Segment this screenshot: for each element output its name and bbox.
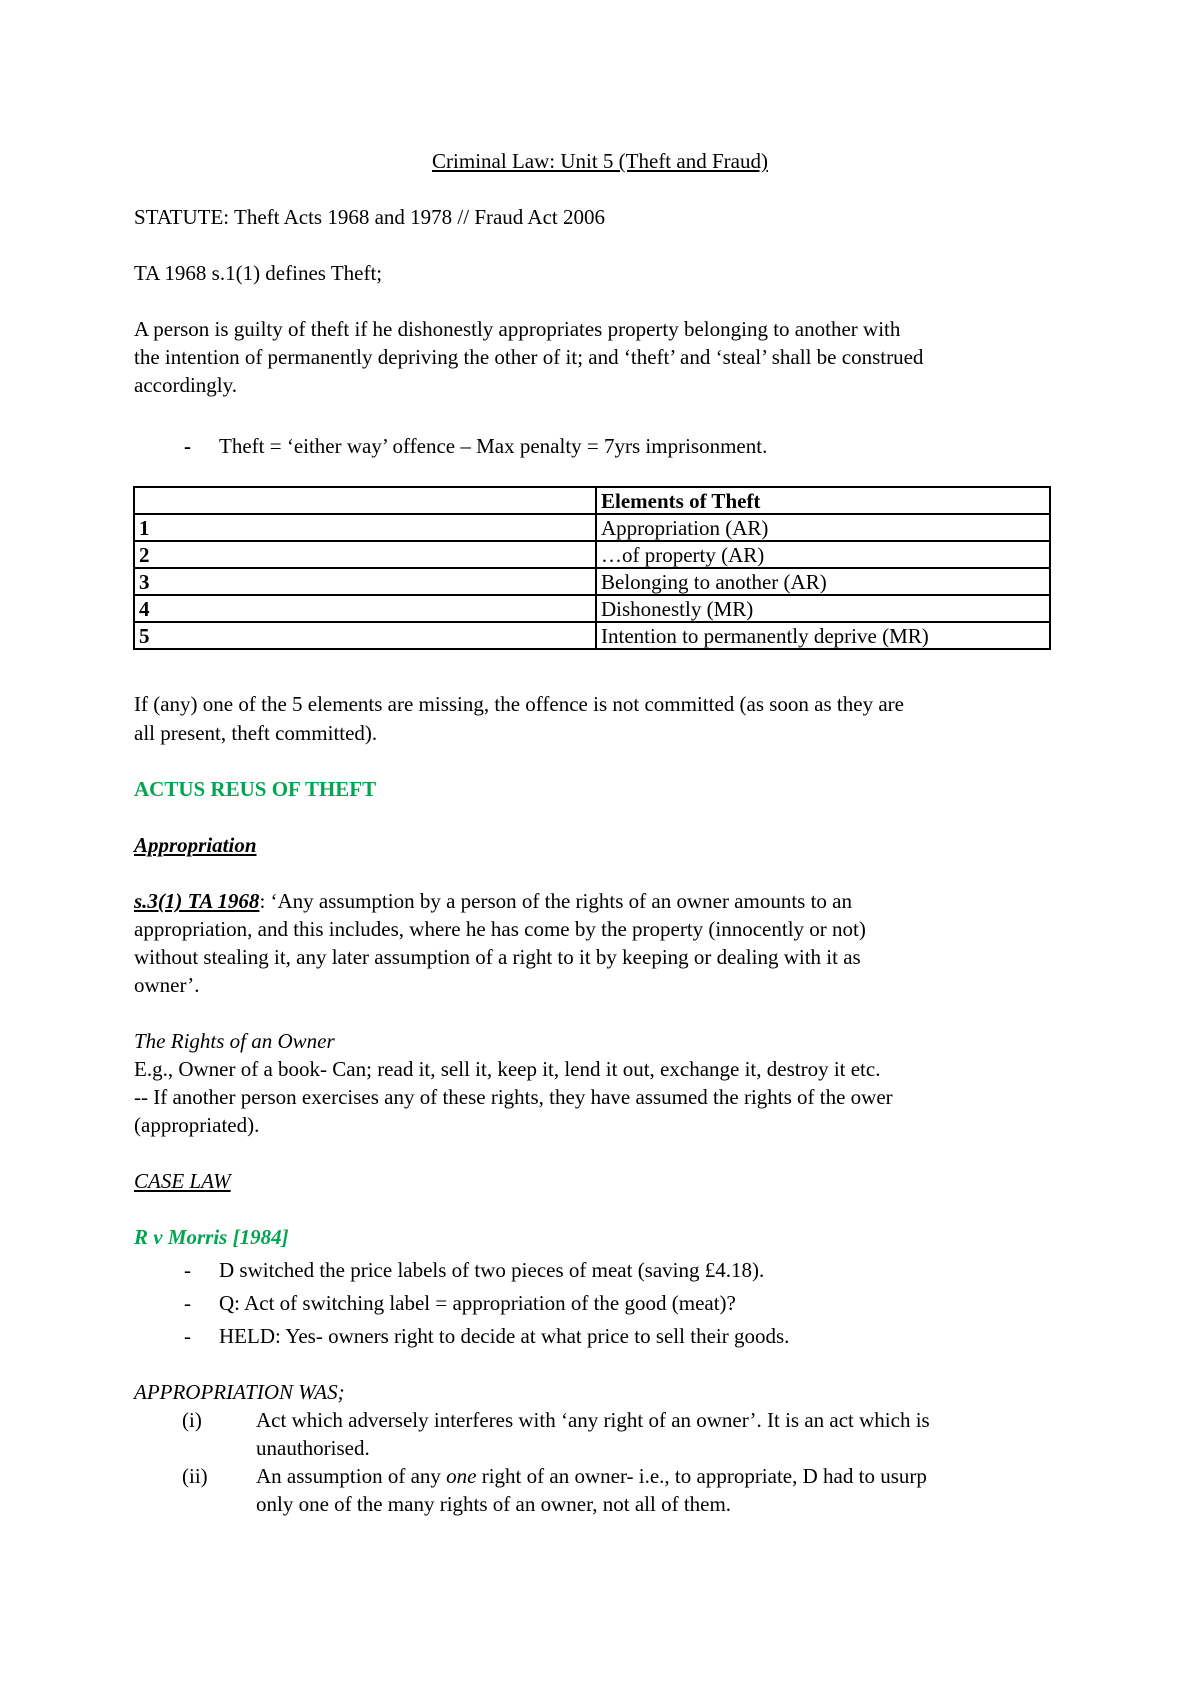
rights-note: -- If another person exercises any of these rights, they have assumed the rights of the ower (134, 1085, 893, 1109)
bullet-marker: - (184, 1324, 191, 1348)
table-row (134, 622, 1050, 649)
page-title: Criminal Law: Unit 5 (Theft and Fraud) (432, 149, 768, 173)
list-item-emphasis: one (446, 1464, 477, 1488)
case-bullet: Q: Act of switching label = appropriation of the good (meat)? (219, 1291, 736, 1315)
appropriation-was-heading: APPROPRIATION WAS; (134, 1380, 345, 1404)
penalty-bullet: Theft = ‘either way’ offence – Max penalty = 7yrs imprisonment. (219, 434, 768, 458)
s3-line: appropriation, and this includes, where he has come by the property (innocently or not) (134, 917, 866, 941)
list-item-line: Act which adversely interferes with ‘any right of an owner’. It is an act which is (256, 1408, 930, 1432)
s3-line (134, 887, 852, 915)
table-header-row (134, 487, 1050, 514)
case-bullet: HELD: Yes- owners right to decide at what price to sell their goods. (219, 1324, 790, 1348)
missing-line: all present, theft committed). (134, 721, 378, 745)
case-law-heading: CASE LAW (134, 1169, 231, 1193)
rights-heading: The Rights of an Owner (134, 1029, 335, 1053)
ta-intro: TA 1968 s.1(1) defines Theft; (134, 261, 383, 285)
list-marker: (i) (182, 1408, 202, 1432)
case-bullet: D switched the price labels of two pieces of meat (saving £4.18). (219, 1258, 765, 1282)
definition-line: accordingly. (134, 373, 238, 397)
bullet-marker: - (184, 1291, 191, 1315)
element-number: 4 (134, 595, 596, 622)
list-item-line: unauthorised. (256, 1436, 370, 1460)
rights-note: (appropriated). (134, 1113, 260, 1137)
list-item-text: An assumption of any (256, 1464, 447, 1488)
table-row (134, 514, 1050, 541)
definition-line: A person is guilty of theft if he dishonestly appropriates property belonging to another with (134, 317, 901, 341)
element-number: 1 (134, 514, 596, 541)
element-name: …of property (AR) (596, 541, 1050, 568)
bullet-marker: - (184, 434, 191, 458)
actus-reus-heading: ACTUS REUS OF THEFT (134, 777, 377, 801)
element-number: 2 (134, 541, 596, 568)
case-name: R v Morris [1984] (134, 1225, 289, 1249)
rights-example: E.g., Owner of a book- Can; read it, sell it, keep it, lend it out, exchange it, destroy it etc. (134, 1057, 881, 1081)
table-row (134, 568, 1050, 595)
list-item-line: only one of the many rights of an owner, not all of them. (256, 1492, 732, 1516)
statute-line: STATUTE: Theft Acts 1968 and 1978 // Fraud Act 2006 (134, 205, 605, 229)
table-header: Elements of Theft (596, 487, 1050, 514)
element-number: 3 (134, 568, 596, 595)
bullet-marker: - (184, 1258, 191, 1282)
element-name: Belonging to another (AR) (596, 568, 1050, 595)
list-marker: (ii) (182, 1464, 208, 1488)
s3-reference: s.3(1) TA 1968 (134, 889, 260, 913)
element-name: Intention to permanently deprive (MR) (596, 622, 1050, 649)
list-item-text: right of an owner- i.e., to appropriate, D had to usurp (476, 1464, 927, 1488)
appropriation-heading: Appropriation (134, 833, 257, 857)
table-row (134, 595, 1050, 622)
table-row (134, 541, 1050, 568)
element-name: Appropriation (AR) (596, 514, 1050, 541)
definition-line: the intention of permanently depriving the other of it; and ‘theft’ and ‘steal’ shall be construed (134, 345, 924, 369)
list-item-line (256, 1462, 927, 1490)
s3-line: owner’. (134, 973, 200, 997)
missing-line: If (any) one of the 5 elements are missing, the offence is not committed (as soon as they are (134, 692, 904, 716)
elements-table (133, 486, 1051, 650)
s3-line: without stealing it, any later assumption of a right to it by keeping or dealing with it as (134, 945, 861, 969)
element-name: Dishonestly (MR) (596, 595, 1050, 622)
element-number: 5 (134, 622, 596, 649)
table-header-empty (134, 487, 596, 514)
s3-text: : ‘Any assumption by a person of the rights of an owner amounts to an (259, 889, 853, 913)
